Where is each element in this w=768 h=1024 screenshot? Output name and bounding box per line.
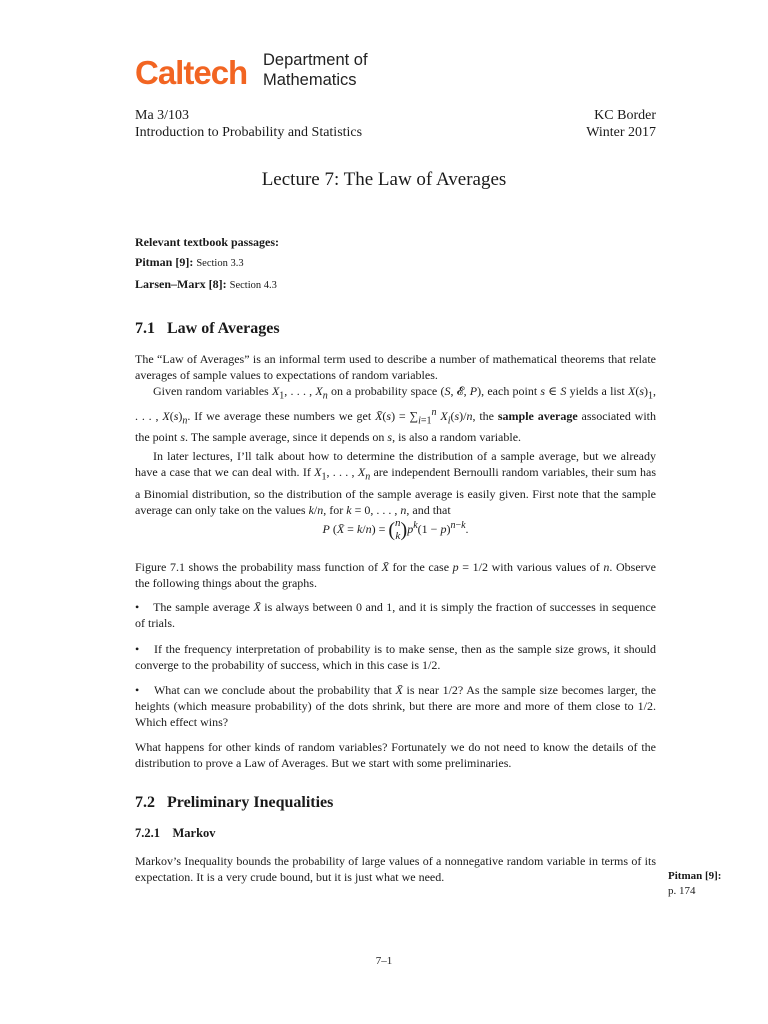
subsection-7-2-1-title: Markov: [172, 826, 216, 840]
section-7-1-heading: [135, 320, 280, 338]
department-line1: Department of: [263, 51, 368, 69]
author-name: KC Border: [594, 108, 656, 123]
paragraph-markov: Markov’s Inequality bounds the probability of large values of a nonnegative random variable in terms of its expectation. It is a very crude bound, but it is just what we need.: [135, 854, 656, 885]
bullet-2: • If the frequency interpretation of probability is to make sense, then as the sample size grows, it should converge to the probability of success, which in this case is 1/2.: [135, 642, 656, 673]
relevant-ref-2: [135, 274, 279, 296]
paragraph-given: Given random variables $X_1$, . . . , $X_n$ on a probability space (S, 𝓔, P), each point s ∈ S yields a list $X(s)_1$, . . . , $X(s)_n$. If we average these numbers we get X̄(s) = $\sum_{i=1}^n$ $X_i(s)/n$, the sample average associated with the point s. The sample average, since it depends on s, is also a random variable.: [135, 384, 657, 445]
margin-note-page: p. 174: [668, 885, 696, 897]
paragraph-later: In later lectures, I’ll talk about how to determine the distribution of a sample average, but we already have a case that we can deal with. If $X_1$, . . . , $X_n$ are independent Bernoulli random variables, their sum has a Binomial distribution, so the distribution of the sample average is easily given. First note that the sample average can only take on the values k/n, for k = 0, . . . , n, and that: [135, 449, 657, 517]
paragraph-intro: The “Law of Averages” is an informal term used to describe a number of mathematical theorems that relate averages of sample values to expectations of random variables.: [135, 352, 656, 383]
ref1-section: Section 3.3: [196, 258, 244, 269]
binomial-formula: P (X̄ = k/n) = (n $k)p^k(1 - p)^{n-k}$.: [322, 517, 469, 542]
author-info: [586, 107, 656, 141]
margin-note: [668, 869, 721, 899]
department-line2: Mathematics: [263, 71, 357, 89]
term: Winter 2017: [586, 125, 656, 140]
section-7-2-title: Preliminary Inequalities: [167, 794, 334, 811]
relevant-heading: Relevant textbook passages:: [135, 235, 279, 249]
paragraph-figure: Figure 7.1 shows the probability mass function of X̄ for the case p = 1/2 with various values of n. Observe the following things about the graphs.: [135, 560, 656, 591]
course-info: [135, 107, 362, 141]
course-code: Ma 3/103: [135, 108, 190, 123]
section-7-2-number: 7.2: [135, 794, 155, 811]
ref2-section: Section 4.3: [229, 280, 277, 291]
paragraph-what-happens: What happens for other kinds of random variables? Fortunately we do not need to know the details of the distribution to prove a Law of Averages. But we start with some preliminaries.: [135, 740, 656, 771]
caltech-logo: Caltech: [135, 54, 248, 91]
subsection-7-2-1-heading: [135, 826, 216, 841]
course-name: Introduction to Probability and Statistics: [135, 125, 363, 140]
relevant-passages: [135, 232, 279, 296]
bullet-3: • What can we conclude about the probability that X̄ is near 1/2? As the sample size becomes larger, the heights (which measure probability) of the dots shrink, but there are more and more of them close to 1/2. Which effect wins?: [135, 683, 657, 730]
lecture-title: Lecture 7: The Law of Averages: [261, 169, 507, 190]
department-name: [263, 50, 368, 90]
section-7-1-number: 7.1: [135, 320, 155, 337]
section-7-1-title: Law of Averages: [167, 320, 280, 337]
ref1-name: Pitman [9]:: [135, 255, 194, 269]
relevant-ref-1: [135, 252, 279, 274]
section-7-2-heading: [135, 794, 333, 812]
margin-note-name: Pitman [9]:: [668, 870, 722, 882]
bullet-1: • The sample average X̄ is always between 0 and 1, and it is simply the fraction of successes in sequence of trials.: [135, 600, 656, 631]
subsection-7-2-1-number: 7.2.1: [135, 826, 160, 840]
ref2-name: Larsen–Marx [8]:: [135, 277, 227, 291]
page-number: 7–1: [375, 955, 393, 967]
